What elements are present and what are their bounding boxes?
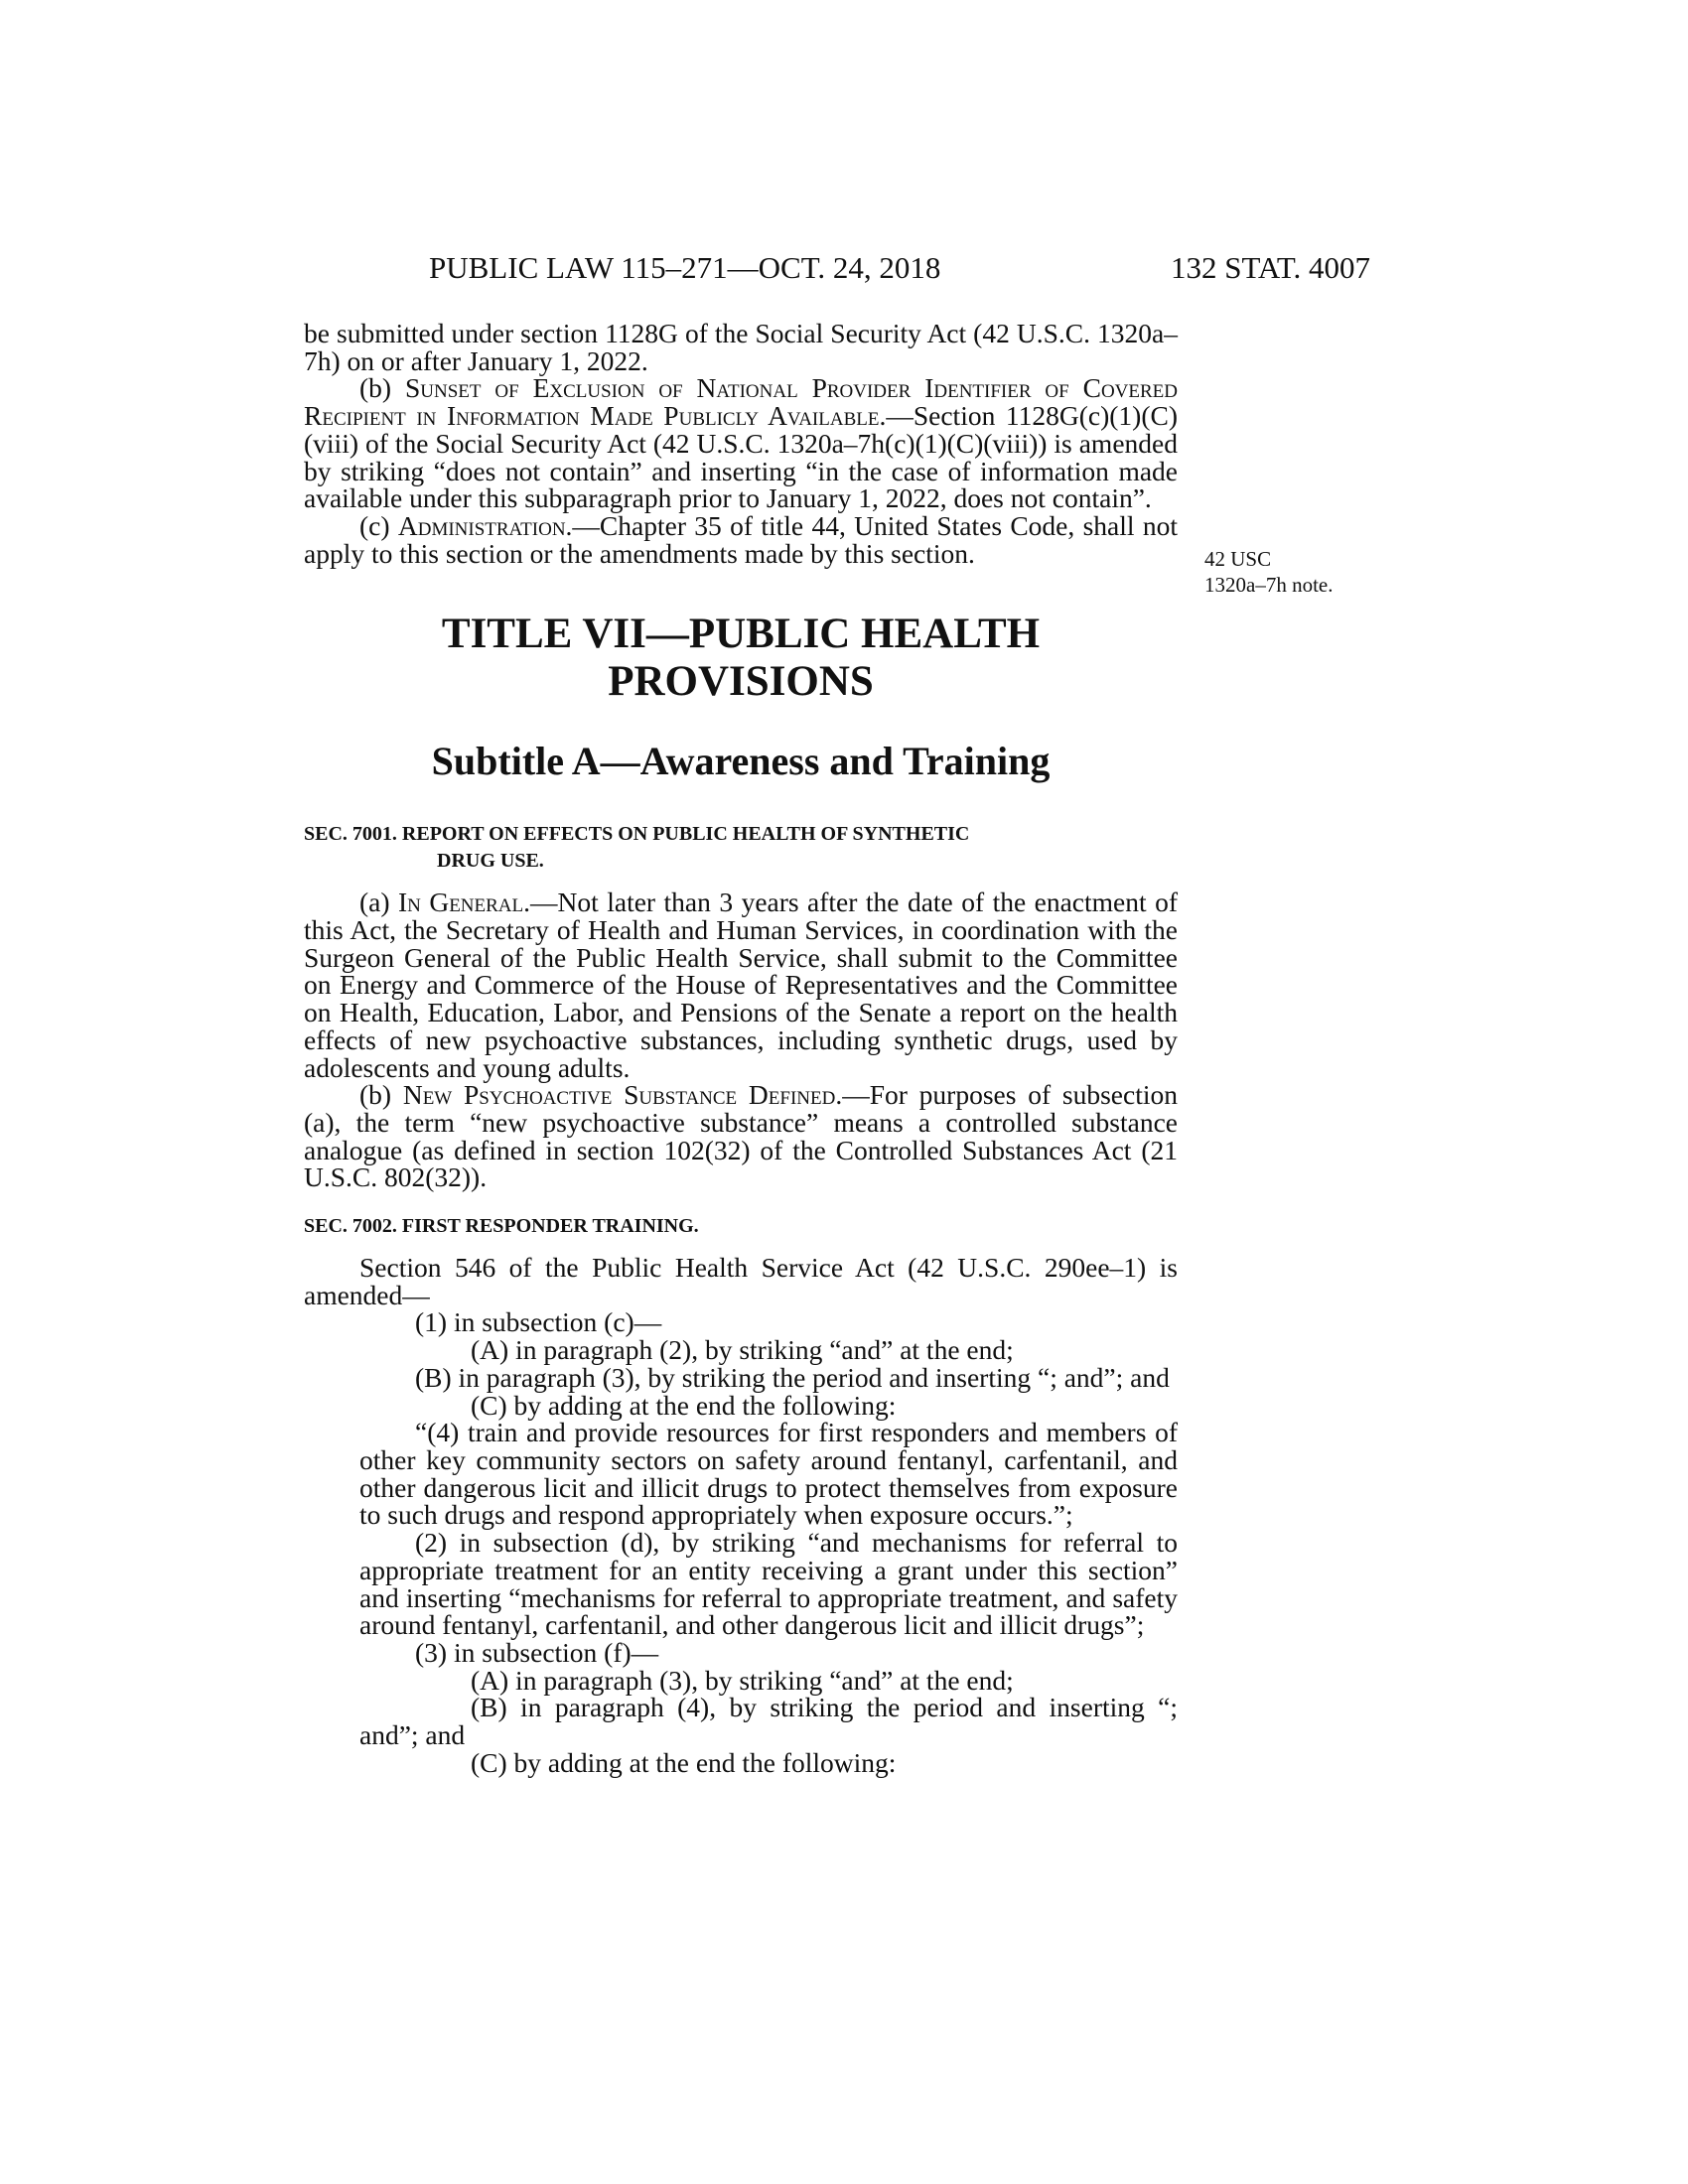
section-heading-line2: DRUG USE. xyxy=(437,850,544,873)
subsection-text: —For purposes of subsection (a), the term “new psychoactive substance” means a controlled substance analogue (as defined in section 102(32) of the Controlled Substances Act (21 U.S.C. 802(32)). xyxy=(304,1079,1178,1193)
subsection-c-administration xyxy=(304,509,1178,569)
margin-note-line2: 1320a–7h note. xyxy=(1204,573,1334,597)
title-heading-line2: PROVISIONS xyxy=(608,658,874,706)
subsection-label: (a) xyxy=(359,887,398,918)
subsection-label: (b) xyxy=(359,1079,403,1111)
amendment-item-1B: (B) in paragraph (3), by striking the period and inserting “; and”; and xyxy=(415,1361,1170,1393)
document-body xyxy=(304,320,1178,1776)
subsection-label: (b) xyxy=(359,372,405,404)
inserted-paragraph-4: “(4) train and provide resources for first responders and members of other key community sectors on safety around fentanyl, carfentanil, and other dangerous licit and illicit drugs to protect themselves from exposure to such drugs and respond appropriately when exposure occurs.”; xyxy=(359,1417,1178,1531)
amendment-item-1A: (A) in paragraph (2), by striking “and” at the end; xyxy=(471,1334,1014,1366)
subsection-heading: Sunset of Exclusion of National Provider Identifier of Covered Recipient in Information Made Publicly Available. xyxy=(304,372,1178,432)
subsection-heading: In General. xyxy=(398,887,531,918)
header-stat-page: 132 STAT. 4007 xyxy=(1170,250,1370,285)
section-heading-line1: SEC. 7001. REPORT ON EFFECTS ON PUBLIC HEALTH OF SYNTHETIC xyxy=(304,823,970,846)
subtitle-heading: Subtitle A—Awareness and Training xyxy=(431,739,1051,784)
subsection-text: —Chapter 35 of title 44, United States Code, shall not apply to this section or the amendments made by this section. xyxy=(304,509,1178,569)
subsection-heading: New Psychoactive Substance Defined. xyxy=(402,1079,843,1111)
title-heading xyxy=(304,611,1178,706)
section-7001-subsection-b xyxy=(304,1081,1178,1191)
margin-note-line1: 42 USC xyxy=(1204,547,1272,571)
amendment-item-2: (2) in subsection (d), by striking “and mechanisms for referral to appropriate treatment for an entity receiving a grant under this section” and inserting “mechanisms for referral to appropriate treatment, and safety around fentanyl, carfentanil, and other dangerous licit and illicit drugs”; xyxy=(359,1527,1178,1641)
title-heading-line1: TITLE VII—PUBLIC HEALTH xyxy=(441,611,1041,658)
section-7001-subsection-a xyxy=(304,888,1178,1081)
subsection-text: —Not later than 3 years after the date of the enactment of this Act, the Secretary of Health and Human Services, in coordination with the Surgeon General of the Public Health Service, shall submit to the Committee on Energy and Commerce of the House of Representatives and the Committee on Health, Education, Labor, and Pensions of the Senate a report on the health effects of new psychoactive substances, including synthetic drugs, used by adolescents and young adults. xyxy=(304,887,1179,1083)
section-7002-intro: Section 546 of the Public Health Service Act (42 U.S.C. 290ee–1) is amended— xyxy=(304,1252,1178,1310)
subsection-text: —Section 1128G(c)(1)(C)(viii) of the Social Security Act (42 U.S.C. 1320a–7h(c)(1)(C)(viii)) is amended by striking “does not contain” and inserting “in the case of information made available under this subparagraph prior to January 1, 2022, does not contain”. xyxy=(304,400,1178,514)
amendment-item-3B: (B) in paragraph (4), by striking the period and inserting “; and”; and xyxy=(359,1692,1178,1751)
continued-paragraph: be submitted under section 1128G of the Social Security Act (42 U.S.C. 1320a–7h) on or after January 1, 2022. xyxy=(304,318,1178,376)
amendment-item-3C: (C) by adding at the end the following: xyxy=(471,1746,897,1778)
subsection-label: (c) xyxy=(359,509,398,541)
amendment-item-1: (1) in subsection (c)— xyxy=(415,1306,662,1338)
section-7002-heading: SEC. 7002. FIRST RESPONDER TRAINING. xyxy=(304,1215,699,1238)
amendment-item-3A: (A) in paragraph (3), by striking “and” at the end; xyxy=(471,1664,1014,1696)
margin-note xyxy=(1204,546,1333,598)
subsection-b-sunset xyxy=(304,374,1178,512)
amendment-item-1C: (C) by adding at the end the following: xyxy=(471,1389,897,1421)
header-title: PUBLIC LAW 115–271—OCT. 24, 2018 xyxy=(429,250,941,285)
amendment-item-3: (3) in subsection (f)— xyxy=(415,1636,659,1668)
section-7001-heading xyxy=(304,821,1178,875)
subsection-heading: Administration. xyxy=(397,509,573,541)
